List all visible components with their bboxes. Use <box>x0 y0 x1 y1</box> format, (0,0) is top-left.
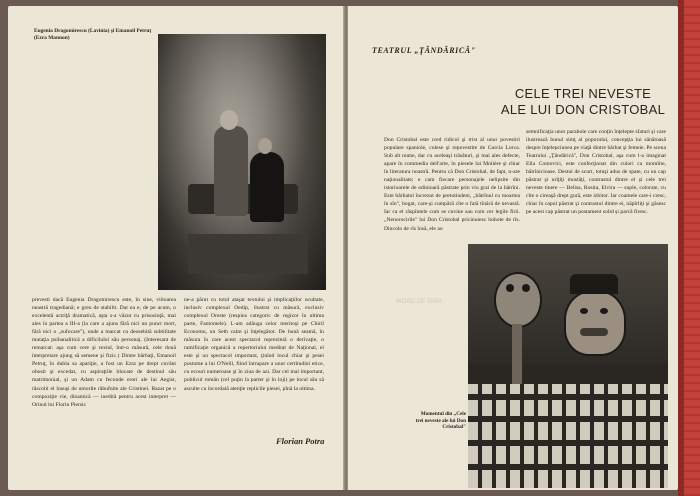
author-signature: Florian Potra <box>276 436 325 446</box>
photo-caption-right: Momentul din „Cele trei neveste ale lui Don Cristobal" <box>415 411 466 431</box>
right-article-column-1: Don Cristobal este cred ridicol şi trist al unor povestiri populare spaniole, culese şi repovestite de Garcia Lorca. Sub alt nume, dar cu aceleaşi trăsături, şi mai ales defecte, apare în commedia dell'arte, în piesele lui Molière şi chiar în literatura noastră. Pentru că Don Cristobal, de fapt, n-are naţionalitate; e cam fiecare personajele nelipsite din istorioarele de odinioară păstrate prin viu grai de la bătrîni. Este bărbatul încrezut de pretutindeni, „bătrînul cu moartea în sîn", bogat, care-şi cumpără cîte o fată tînără de nevastă. Iar ca el răspîntele cum se cuvine sau cum cer legile firii. „Nenorocirile" lui Don Cristobal pricinuiesc hohote de rîs. Dincolo de rîs însă, ele au <box>384 137 520 232</box>
section-header: TEATRUL „ŢĂNDĂRICĂ" <box>372 46 476 55</box>
puppet-show-photo <box>468 244 668 488</box>
page-edge-red <box>678 0 700 496</box>
title-line-1: CELE TREI NEVESTE <box>514 86 652 101</box>
photo-caption-left: Eugenia Dragomirescu (Lavinia) şi Emanoil Petruţ (Ezra Mannon) <box>34 28 152 41</box>
article-column-1: prevesti dacă Eugenia Dragomirescu este, în sine, viitoarea neastră tragediană; e greu de stabilit. Dar ea e, de pe acum, o excelentă actriţă dramatică, aşta s-a văzut cu prisosinţă, mai ales în partea a III-a (la care a ajuns fără nici un punct mort, fără nici o „sufocare"), unde a marcat cu deosebită subtilitate mutaţia psihanalitică a dificilului său personaj. (Interesant de remarcat: aşa cum cere şi textul, într-o măsură, cele două interpretare ajung să semene şi fizic.) Dintre bărbaţi, Emanoil Petruţ, în dubla sa apariţie, a fost un Ezra pe drept cuvânt obosit şi excedat, cu aspiraţiile blocate de destinul său matrimonial, şi un Adam cu feconde erori ale lui Aegist, răscolit el însuşi de umorile răbufnite ale Cristinei. Bazat pe o compoziţie vie, dinamică — inedită pentru acest interpret — Orinul lui Florin Piersic <box>32 297 176 408</box>
right-article-column-2: semnificaţia unor parabole care conţin înţelepte sfaturi şi care ilustrează bunul simţ al poporului, concepţia lui sănătoasă despre înţelepciunea pe viaţă dintre bărbat şi femeie. Pe scena Teatrului „Ţăndărică", Don Cristobal, aşa cum l-a imaginat Ella Comovici, este confecţionat din culori ca momîite, bătrînicioase. Destul de scurt, totuşi adus de spate, cu un cap păstrat şi urîţiţi mustăţi, contrastul dintre el şi cele trei neveste tinere — Belisa, Rosita, Elvira — suple, colorate, cu cîte o cireaşă drept gură, este izbitor. Iar coamele care-i cresc, chiar în capul păstrat şi contrastul dintre ei, năpîrliţi şi găsesc pe acest cap păstrat un postament solid şi parcă firesc. <box>526 129 666 216</box>
theatre-scene-photo <box>158 34 326 290</box>
title-line-2: ALE LUI DON CRISTOBAL <box>500 102 666 117</box>
right-page <box>348 6 678 490</box>
article-title <box>498 86 668 118</box>
left-page <box>8 6 344 490</box>
bleed-through-text: WORD DE TARA <box>396 299 443 305</box>
article-column-2: ne-a părut cu totul ataşat textului şi implicaţiilor ocultate, inclusiv complexul Oedip, ilustrat cu măsură, exclusiv complexul Oreste (respins categoric de regizor în ultima parte, Fantomele). L-am adăuga celor meritoşi pe Chiril Economu, un Seth calm şi înţelegător. De bună seamă, în măsura în care acest spectacol reprezintă o derivaţie, o ramificaţie organică a repertoriului meditat de Naţional, el este şi un spectacol important, ţinînd locul chiar şi pesei postume a lui O'Neill, fiind întrupare a unor certitudini etice, cu ecouri numeroase şi în ziua de azi. Dar cel mai important, publicul român (cel puţin la parter şi în loji) pe locul său să asculte cu încordată atenţie replicile piesei, pînă la ultima. <box>184 297 324 392</box>
